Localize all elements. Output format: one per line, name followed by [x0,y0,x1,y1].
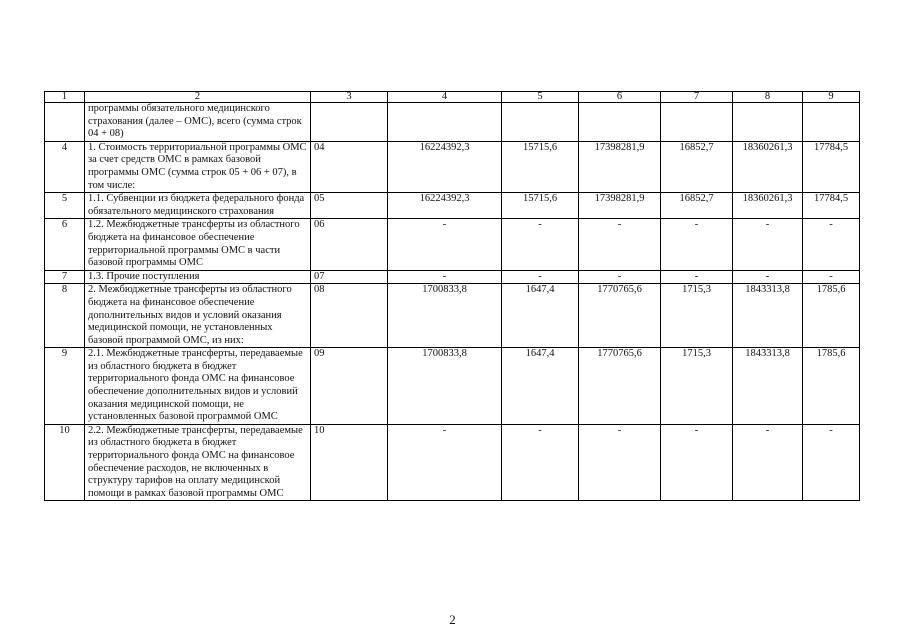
row-code-cell: 10 [311,424,388,501]
budget-table [44,91,860,501]
value-cell: - [388,219,502,270]
value-cell: 1843313,8 [733,348,803,425]
value-cell: 17398281,9 [579,141,661,192]
value-cell: - [661,424,733,501]
value-cell: 1770765,6 [579,284,661,348]
row-code-cell: 08 [311,284,388,348]
value-cell: 18360261,3 [733,193,803,219]
value-cell [388,103,502,142]
header-cell: 7 [661,92,733,103]
value-cell: - [579,219,661,270]
row-code-cell: 07 [311,270,388,284]
value-cell: - [803,270,860,284]
value-cell [579,103,661,142]
table-row [45,193,860,219]
value-cell: 1715,3 [661,348,733,425]
row-code-cell: 06 [311,219,388,270]
table-row [45,270,860,284]
row-name-cell: 2. Межбюджетные трансферты из областного бюджета на финансовое обеспечение дополнительных видов и условий оказания медицинской помощи, не установленных базовой программой ОМС, из них: [85,284,311,348]
row-code-cell [311,103,388,142]
value-cell: - [733,270,803,284]
page-number: 2 [449,612,456,627]
row-number-cell: 6 [45,219,85,270]
header-cell: 9 [803,92,860,103]
table-row [45,141,860,192]
value-cell: 1700833,8 [388,348,502,425]
row-name-cell: 2.2. Межбюджетные трансферты, передаваемые из областного бюджета в бюджет территориального фонда ОМС на финансовое обеспечение расходов, не включенных в структуру тарифов на оплату медицинской помощи в рамках базовой программы ОМС [85,424,311,501]
value-cell: - [388,424,502,501]
value-cell [661,103,733,142]
value-cell: 15715,6 [502,141,579,192]
value-cell: - [579,424,661,501]
row-code-cell: 05 [311,193,388,219]
row-name-cell: 1.3. Прочие поступления [85,270,311,284]
row-code-cell: 04 [311,141,388,192]
header-cell: 1 [45,92,85,103]
value-cell: - [388,270,502,284]
row-number-cell: 9 [45,348,85,425]
header-cell: 3 [311,92,388,103]
value-cell: 1715,3 [661,284,733,348]
value-cell: - [733,424,803,501]
row-name-cell: 2.1. Межбюджетные трансферты, передаваемые из областного бюджета в бюджет территориального фонда ОМС на финансовое обеспечение дополнительных видов и условий оказания медицинской помощи, не установленных базовой программой ОМС [85,348,311,425]
header-cell: 6 [579,92,661,103]
value-cell [803,103,860,142]
row-number-cell: 10 [45,424,85,501]
value-cell: - [661,219,733,270]
header-row [45,92,860,103]
value-cell: - [502,219,579,270]
value-cell: 16852,7 [661,193,733,219]
row-name-cell: 1.2. Межбюджетные трансферты из областного бюджета на финансовое обеспечение территориальной программы ОМС в части базовой программы ОМС [85,219,311,270]
value-cell: - [803,219,860,270]
row-number-cell: 8 [45,284,85,348]
table-row [45,348,860,425]
header-cell: 8 [733,92,803,103]
table-row [45,284,860,348]
value-cell: - [579,270,661,284]
value-cell: 1700833,8 [388,284,502,348]
value-cell: - [502,424,579,501]
value-cell: - [733,219,803,270]
value-cell: 16224392,3 [388,193,502,219]
value-cell: - [502,270,579,284]
value-cell: 17784,5 [803,193,860,219]
header-cell: 2 [85,92,311,103]
row-number-cell: 7 [45,270,85,284]
table-row [45,103,860,142]
table-row [45,219,860,270]
value-cell [502,103,579,142]
header-cell: 5 [502,92,579,103]
row-code-cell: 09 [311,348,388,425]
value-cell: 15715,6 [502,193,579,219]
table-row [45,424,860,501]
row-number-cell: 5 [45,193,85,219]
header-cell: 4 [388,92,502,103]
value-cell: 1785,6 [803,348,860,425]
value-cell: 17784,5 [803,141,860,192]
value-cell: 1647,4 [502,348,579,425]
row-name-cell: 1.1. Субвенции из бюджета федерального фонда обязательного медицинского страхования [85,193,311,219]
value-cell: - [803,424,860,501]
value-cell: 1785,6 [803,284,860,348]
value-cell: 1647,4 [502,284,579,348]
value-cell [733,103,803,142]
row-number-cell [45,103,85,142]
value-cell: 18360261,3 [733,141,803,192]
row-number-cell: 4 [45,141,85,192]
value-cell: 1770765,6 [579,348,661,425]
value-cell: 16852,7 [661,141,733,192]
row-name-cell: 1. Стоимость территориальной программы ОМС за счет средств ОМС в рамках базовой программы ОМС (сумма строк 05 + 06 + 07), в том числе: [85,141,311,192]
value-cell: 17398281,9 [579,193,661,219]
value-cell: 1843313,8 [733,284,803,348]
value-cell: 16224392,3 [388,141,502,192]
value-cell: - [661,270,733,284]
row-name-cell: программы обязательного медицинского страхования (далее – ОМС), всего (сумма строк 04 + 08) [85,103,311,142]
